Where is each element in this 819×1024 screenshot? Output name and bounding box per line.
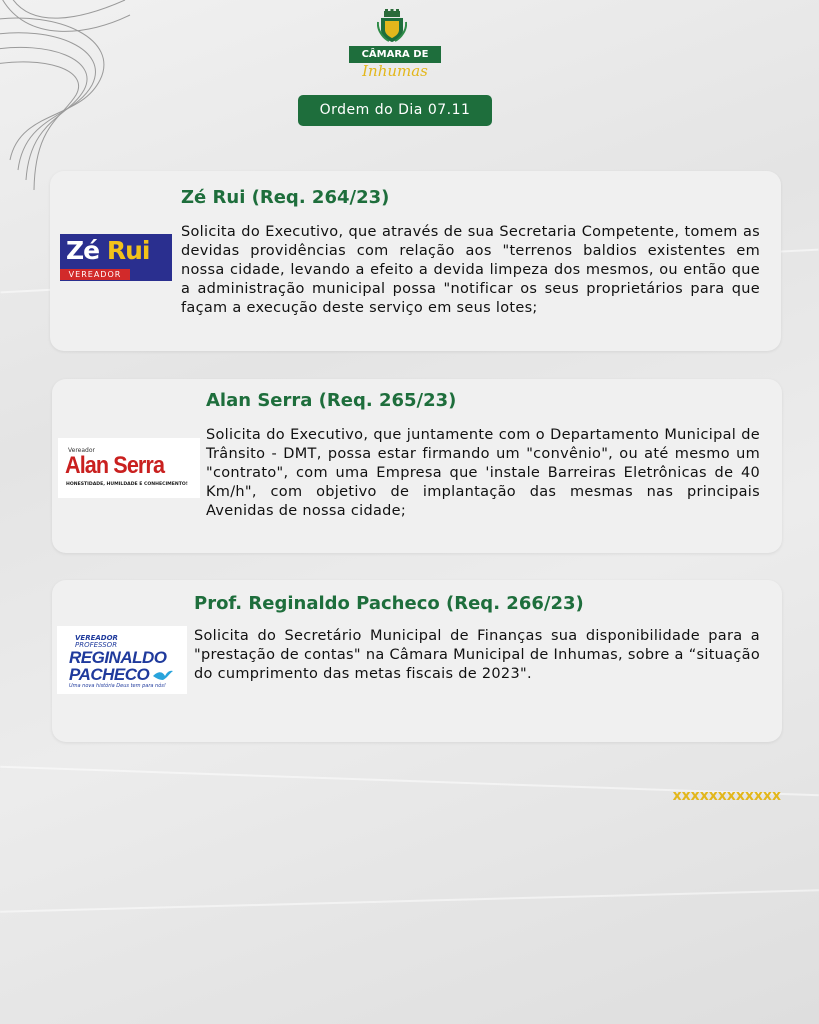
background-swirl-decoration <box>0 0 140 200</box>
camara-logo <box>340 8 450 84</box>
coat-of-arms-icon <box>377 8 407 44</box>
footer-placeholder-text: xxxxxxxxxxxx <box>672 788 781 804</box>
request-card-265 <box>52 379 782 553</box>
alan-serra-logo-tag: Vereador <box>68 447 95 454</box>
ze-rui-logo <box>60 234 172 281</box>
request-title: Prof. Reginaldo Pacheco (Req. 266/23) <box>194 593 584 614</box>
reginaldo-logo-slogan: Uma nova história Deus tem para nós! <box>69 683 166 689</box>
request-text: Solicita do Executivo, que juntamente com o Departamento Municipal de Trânsito - DMT, possa estar firmando um "convênio", ou até mesmo um "contrato", com uma Empresa que 'instale Barreiras Eletrônicas de 40 Km/h", com objetivo de implantação das mesmas nas principais Avenidas de nossa cidade; <box>206 427 760 519</box>
ze-rui-logo-primary: Zé <box>66 236 100 265</box>
request-card-264 <box>50 171 781 351</box>
logo-city-script: Inhumas <box>362 62 428 80</box>
reginaldo-logo-name1: REGINALDO <box>69 648 167 667</box>
reginaldo-logo-name2: PACHECO <box>69 665 150 684</box>
reginaldo-pacheco-logo <box>57 626 187 694</box>
alan-serra-logo-name: Alan Serra <box>65 452 165 479</box>
logo-name-band: CÂMARA DE <box>349 46 441 63</box>
ze-rui-logo-tag: VEREADOR <box>60 269 130 280</box>
request-title: Zé Rui (Req. 264/23) <box>181 187 390 208</box>
alan-serra-logo <box>58 438 200 498</box>
ze-rui-logo-secondary: Rui <box>106 236 150 265</box>
paper-crease <box>0 889 819 912</box>
request-card-266 <box>52 580 782 742</box>
request-title: Alan Serra (Req. 265/23) <box>206 390 457 411</box>
bird-icon <box>153 668 173 682</box>
session-date-pill: Ordem do Dia 07.11 <box>298 95 492 126</box>
request-text: Solicita do Secretário Municipal de Finanças sua disponibilidade para a "prestação de contas" na Câmara Municipal de Inhumas, sobre a “situação do cumprimento das metas fiscais de 2023". <box>194 628 760 682</box>
reginaldo-logo-tag: VEREADOR <box>75 634 118 642</box>
alan-serra-logo-slogan: HONESTIDADE, HUMILDADE E CONHECIMENTO! <box>66 482 188 487</box>
reginaldo-logo-role: PROFESSOR <box>75 641 118 649</box>
request-text: Solicita do Executivo, que através de sua Secretaria Competente, tomem as devidas providências com relação aos "terrenos baldios existentes em nossa cidade, levando a efeito a devida limpeza dos mesmos, ou então que a administração municipal possa "notificar os seus proprietários para que façam a execução deste serviço em seus lotes; <box>181 224 760 316</box>
